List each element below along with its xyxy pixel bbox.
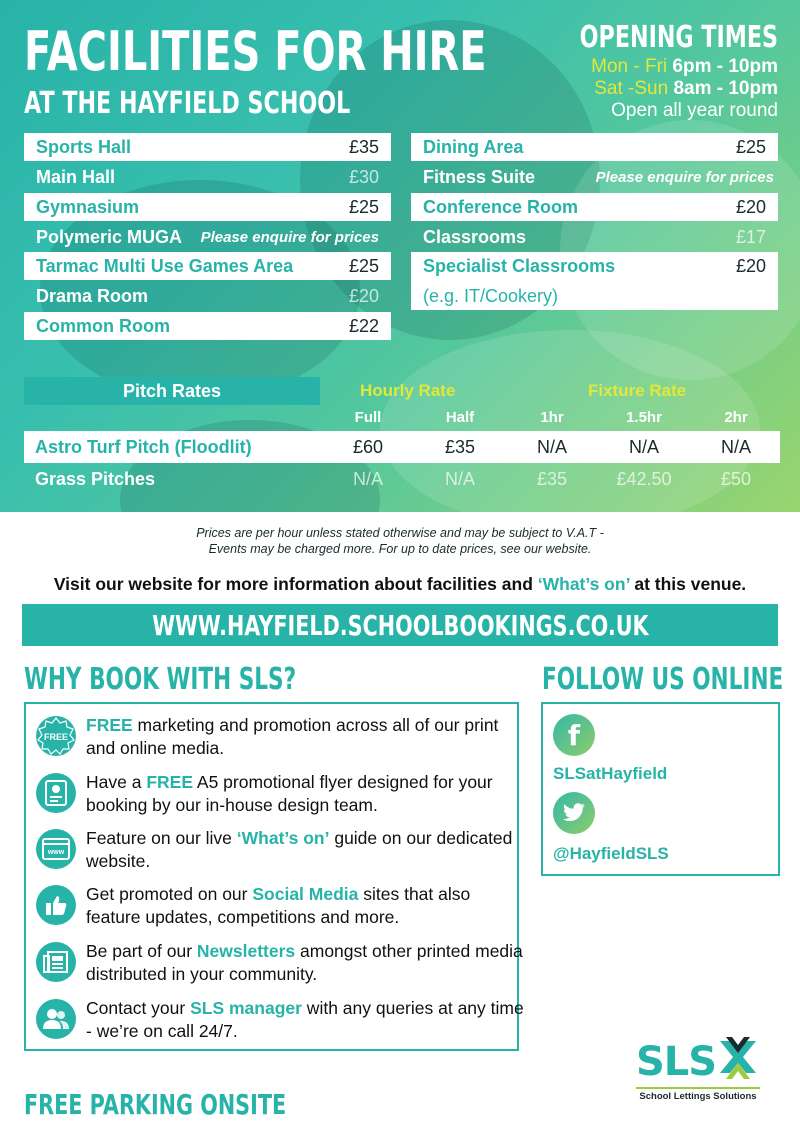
facility-price: £30 bbox=[348, 166, 379, 187]
why-item-text bbox=[86, 883, 526, 929]
why-text-before: Feature on our live bbox=[86, 828, 237, 848]
visit-text-before: Visit our website for more information about facilities and bbox=[53, 574, 538, 594]
facility-price: £25 bbox=[348, 196, 379, 217]
why-text-key: FREE bbox=[86, 715, 133, 735]
facebook-icon[interactable]: f bbox=[553, 714, 595, 756]
facility-row bbox=[411, 163, 778, 191]
pitch-value: £35 bbox=[536, 469, 568, 489]
facility-name: Main Hall bbox=[36, 166, 116, 187]
why-text-after: amongst other printed media distributed in your community. bbox=[86, 941, 523, 984]
facility-price: Please enquire for prices bbox=[595, 168, 774, 186]
visit-text-after: at this venue. bbox=[629, 574, 747, 594]
facility-name: Tarmac Multi Use Games Area bbox=[36, 255, 294, 276]
pitch-row bbox=[24, 463, 780, 495]
opening-times-weekend bbox=[594, 78, 778, 100]
facility-row bbox=[411, 133, 778, 161]
why-text-before: Contact your bbox=[86, 998, 191, 1018]
why-text-after: guide on our dedicated website. bbox=[86, 828, 513, 871]
hourly-rate-header: Hourly Rate bbox=[360, 381, 456, 400]
sls-logo-mark bbox=[716, 1035, 760, 1083]
pitch-value: £60 bbox=[352, 437, 384, 457]
facility-price: £25 bbox=[348, 255, 379, 276]
why-text-after: A5 promotional flyer designed for your booking by our in-house design team. bbox=[86, 772, 493, 815]
why-text-key: SLS manager bbox=[190, 998, 302, 1018]
facility-row bbox=[24, 193, 391, 221]
pitch-name: Grass Pitches bbox=[35, 469, 156, 489]
why-item bbox=[34, 771, 514, 821]
why-text-key: ‘What’s on’ bbox=[236, 828, 330, 848]
facility-note: (e.g. IT/Cookery) bbox=[423, 286, 559, 306]
visit-text-highlight: ‘What’s on’ bbox=[537, 574, 630, 594]
follow-us-box bbox=[541, 702, 780, 876]
free-badge-icon bbox=[36, 716, 76, 756]
facility-name: Sports Hall bbox=[36, 136, 132, 157]
newsletter-icon bbox=[36, 942, 76, 982]
facebook-handle[interactable]: SLSatHayfield bbox=[553, 764, 668, 783]
why-item bbox=[34, 997, 524, 1047]
weekend-days: Sat -Sun bbox=[594, 78, 669, 99]
website-icon-text: www bbox=[47, 849, 65, 856]
facility-name: Classrooms bbox=[423, 226, 527, 247]
why-text-key: Social Media bbox=[252, 884, 359, 904]
column-header: Half bbox=[445, 409, 475, 426]
facility-row bbox=[24, 223, 391, 251]
website-icon bbox=[36, 829, 76, 869]
visit-website-text bbox=[0, 574, 800, 595]
why-text-key: Newsletters bbox=[196, 941, 296, 961]
pitch-value: £42.50 bbox=[616, 469, 672, 489]
free-badge-text: FREE bbox=[43, 732, 69, 742]
twitter-icon[interactable] bbox=[553, 792, 595, 834]
why-item bbox=[34, 714, 514, 764]
why-text-before: Be part of our bbox=[86, 941, 197, 961]
pitch-value: £50 bbox=[720, 469, 752, 489]
pitch-row bbox=[24, 431, 780, 463]
facility-price: Please enquire for prices bbox=[200, 228, 379, 246]
pitch-value: N/A bbox=[628, 437, 659, 457]
weekday-days: Mon - Fri bbox=[591, 56, 668, 77]
facility-price: £17 bbox=[735, 226, 766, 247]
facility-name: Common Room bbox=[36, 315, 170, 336]
why-book-box bbox=[24, 702, 524, 1051]
column-header: Full bbox=[354, 409, 382, 426]
why-text-before: Have a bbox=[86, 772, 147, 792]
pitch-rates-header: Pitch Rates bbox=[24, 377, 320, 405]
pitch-value: N/A bbox=[352, 469, 383, 489]
column-header: 2hr bbox=[724, 409, 748, 426]
website-url[interactable]: WWW.HAYFIELD.SCHOOLBOOKINGS.CO.UK bbox=[151, 608, 649, 642]
why-book-title: WHY BOOK WITH SLS? bbox=[24, 662, 297, 697]
facility-row bbox=[24, 312, 391, 340]
facility-row bbox=[24, 133, 391, 161]
why-text-key: FREE bbox=[146, 772, 193, 792]
facility-price: £20 bbox=[735, 196, 766, 217]
facility-row bbox=[24, 163, 391, 191]
sls-logo-text: SLS bbox=[636, 1039, 717, 1085]
people-icon bbox=[36, 999, 76, 1039]
facility-row bbox=[411, 193, 778, 221]
facility-price: £20 bbox=[735, 256, 766, 276]
facility-row bbox=[24, 252, 391, 280]
facility-price: £22 bbox=[348, 315, 379, 336]
facility-name: Polymeric MUGA bbox=[36, 226, 183, 247]
why-item-text bbox=[86, 827, 526, 873]
pitch-name: Astro Turf Pitch (Floodlit) bbox=[35, 437, 252, 457]
facility-price: £25 bbox=[735, 136, 766, 157]
flyer-icon bbox=[36, 773, 76, 813]
facility-row bbox=[411, 252, 778, 310]
fixture-rate-header: Fixture Rate bbox=[588, 381, 687, 400]
why-text-after: with any queries at any time - we’re on call 24/7. bbox=[86, 998, 524, 1041]
facility-price: £20 bbox=[348, 285, 379, 306]
why-text-after: sites that also feature updates, competitions and more. bbox=[86, 884, 471, 927]
sls-logo bbox=[636, 1035, 760, 1107]
why-item-text bbox=[86, 771, 526, 817]
why-item-text bbox=[86, 997, 526, 1043]
why-item bbox=[34, 940, 523, 990]
why-item-text bbox=[86, 714, 526, 760]
opening-times-title: OPENING TIMES bbox=[579, 20, 778, 55]
pitch-value: N/A bbox=[536, 437, 567, 457]
pitch-value: N/A bbox=[720, 437, 751, 457]
facility-name: Gymnasium bbox=[36, 196, 140, 217]
thumbs-up-icon bbox=[36, 885, 76, 925]
facility-name: Conference Room bbox=[423, 196, 579, 217]
why-item bbox=[34, 827, 514, 877]
facility-row bbox=[24, 282, 391, 310]
why-text-after: marketing and promotion across all of our print and online media. bbox=[86, 715, 499, 758]
facility-name: Fitness Suite bbox=[423, 166, 536, 187]
column-header: 1.5hr bbox=[626, 409, 662, 426]
weekend-hours: 8am - 10pm bbox=[673, 78, 778, 99]
facility-row bbox=[411, 223, 778, 251]
facility-name: Dining Area bbox=[423, 136, 524, 157]
facility-name: Specialist Classrooms bbox=[423, 256, 616, 276]
facility-name: Drama Room bbox=[36, 285, 149, 306]
follow-us-title: FOLLOW US ONLINE bbox=[542, 662, 784, 697]
free-parking-text: FREE PARKING ONSITE bbox=[24, 1088, 287, 1121]
sls-tagline: School Lettings Solutions bbox=[636, 1087, 760, 1102]
twitter-handle[interactable]: @HayfieldSLS bbox=[553, 844, 669, 863]
opening-times-weekday bbox=[591, 56, 778, 78]
why-text-before: Get promoted on our bbox=[86, 884, 253, 904]
why-item-text bbox=[86, 940, 526, 986]
opening-times-note: Open all year round bbox=[611, 100, 778, 121]
pitch-value: £35 bbox=[444, 437, 476, 457]
why-item bbox=[34, 883, 514, 933]
facility-price: £35 bbox=[348, 136, 379, 157]
column-header: 1hr bbox=[540, 409, 564, 426]
weekday-hours: 6pm - 10pm bbox=[672, 56, 778, 77]
page-title: FACILITIES FOR HIRE bbox=[24, 20, 487, 83]
pitch-value: N/A bbox=[444, 469, 475, 489]
price-note-line1: Prices are per hour unless stated otherwise and may be subject to V.A.T - bbox=[196, 526, 604, 540]
price-note-line2: Events may be charged more. For up to date prices, see our website. bbox=[208, 542, 592, 556]
page-subtitle: AT THE HAYFIELD SCHOOL bbox=[24, 86, 351, 121]
website-url-bar[interactable] bbox=[22, 604, 778, 646]
